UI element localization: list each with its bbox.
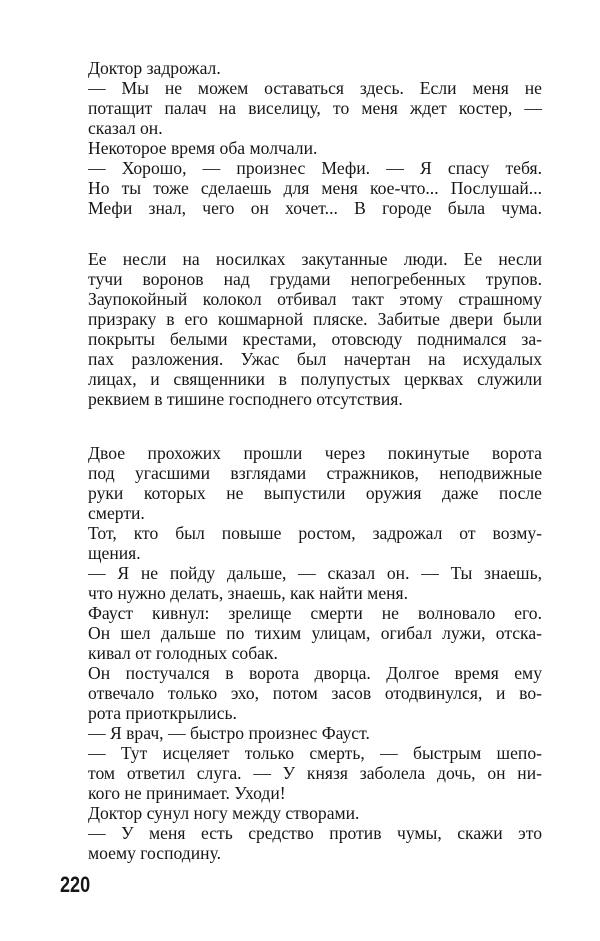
text-line: под угасшими взглядами стражников, неподвижные — [88, 463, 542, 483]
text-line: — Я врач, — быстро произнес Фауст. — [88, 723, 370, 743]
text-line: что нужно делать, знаешь, как найти меня. — [88, 583, 409, 603]
text-line: Доктор задрожал. — [88, 58, 221, 78]
text-line: сказал он. — [88, 118, 163, 138]
text-line: Ее несли на носилках закутанные люди. Ее несли — [88, 249, 542, 269]
text-line: отвечало только эхо, потом засов отодвинулся, и во- — [88, 683, 542, 703]
page-number: 220 — [60, 872, 91, 897]
text-line: Мефи знал, чего он хочет... В городе была чума. — [88, 198, 542, 218]
text-line: моему господину. — [88, 843, 222, 863]
text-line: — Тут исцеляет только смерть, — быстрым шепо- — [88, 743, 542, 763]
text-line: покрыты белыми крестами, отовсюду поднимался за- — [88, 329, 542, 349]
text-line: Он постучался в ворота дворца. Долгое время ему — [88, 663, 542, 683]
text-line: рота приоткрылись. — [88, 703, 237, 723]
text-line: — Я не пойду дальше, — сказал он. — Ты знаешь, — [88, 563, 542, 583]
text-line: лицах, и священники в полупустых церквах служили — [88, 369, 542, 389]
text-line: том ответил слуга. — У князя заболела дочь, он ни- — [88, 763, 542, 783]
text-line: — Хорошо, — произнес Мефи. — Я спасу тебя. — [88, 158, 542, 178]
text-line: Заупокойный колокол отбивал такт этому страшному — [88, 289, 542, 309]
text-line: смерти. — [88, 503, 145, 523]
text-line: Он шел дальше по тихим улицам, огибал лужи, отска- — [88, 623, 542, 643]
text-line: Некоторое время оба молчали. — [88, 138, 318, 158]
text-line: Тот, кто был повыше ростом, задрожал от возму- — [88, 523, 542, 543]
text-line: — Мы не можем оставаться здесь. Если меня не — [88, 78, 542, 98]
text-line: Но ты тоже сделаешь для меня кое-что... Послушай... — [88, 178, 542, 198]
text-line: руки которых не выпустили оружия даже после — [88, 483, 542, 503]
text-line: кивал от голодных собак. — [88, 643, 278, 663]
text-line: кого не принимает. Уходи! — [88, 783, 286, 803]
text-line: — У меня есть средство против чумы, скажи это — [88, 823, 542, 843]
text-line: Двое прохожих прошли через покинутые ворота — [88, 443, 542, 463]
text-line: щения. — [88, 543, 141, 563]
text-line: призраку в его кошмарной пляске. Забитые двери были — [88, 309, 542, 329]
text-line: реквием в тишине господнего отсутствия. — [88, 389, 403, 409]
text-line: потащит палач на виселицу, то меня ждет костер, — — [88, 98, 542, 118]
text-line: пах разложения. Ужас был начертан на исхудалых — [88, 349, 542, 369]
text-line: тучи воронов над грудами непогребенных трупов. — [88, 269, 542, 289]
text-line: Доктор сунул ногу между створами. — [88, 803, 360, 823]
text-line: Фауст кивнул: зрелище смерти не волновало его. — [88, 603, 542, 623]
